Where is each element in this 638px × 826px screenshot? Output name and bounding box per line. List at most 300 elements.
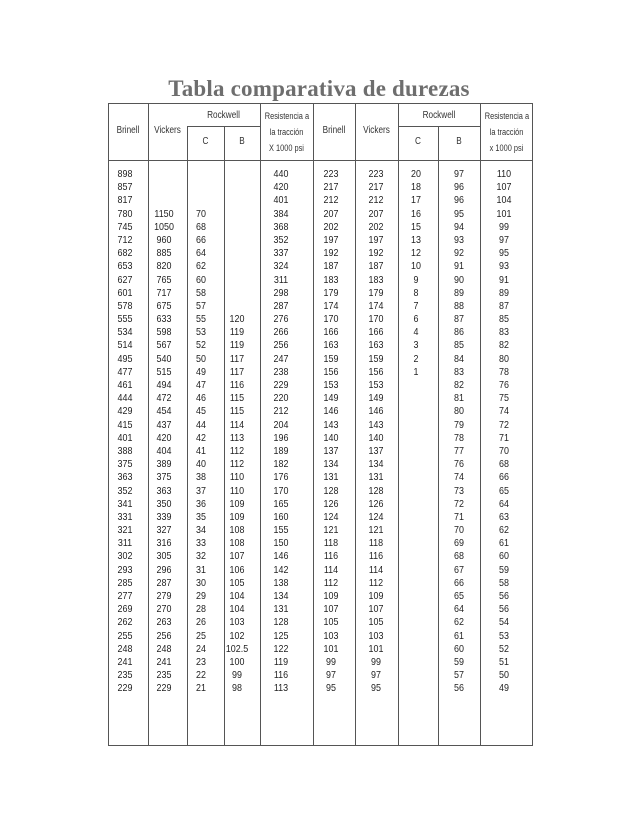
table-cell: 91 xyxy=(454,260,464,273)
table-cell: 350 xyxy=(156,497,172,510)
table-cell: 270 xyxy=(156,603,172,616)
table-cell: 1050 xyxy=(154,220,174,233)
table-cell: 125 xyxy=(273,629,289,642)
table-cell: 155 xyxy=(273,524,289,537)
table-cell: 266 xyxy=(273,326,289,339)
table-cell: 220 xyxy=(273,392,289,405)
table-cell: 24 xyxy=(196,642,206,655)
header-rockwell-c: C xyxy=(202,136,209,147)
table-cell: 207 xyxy=(323,207,339,220)
table-cell: 212 xyxy=(323,194,339,207)
column-rockwell-c-right xyxy=(396,168,436,696)
table-cell: 90 xyxy=(454,273,464,286)
table-cell: 352 xyxy=(117,484,133,497)
table-cell: 189 xyxy=(273,444,289,457)
table-cell: 112 xyxy=(323,576,339,589)
table-cell: 256 xyxy=(156,629,172,642)
table-cell: 29 xyxy=(196,590,206,602)
table-cell: 107 xyxy=(323,603,339,616)
table-cell: 112 xyxy=(229,444,245,457)
table-cell: 57 xyxy=(196,299,206,312)
table-cell: 36 xyxy=(196,497,206,510)
header-rockwell: Rockwell xyxy=(422,110,456,121)
table-cell: 207 xyxy=(368,207,384,220)
table-cell: 143 xyxy=(368,418,384,431)
table-cell: 567 xyxy=(156,339,172,352)
table-cell: 60 xyxy=(454,642,464,655)
table-cell xyxy=(399,630,433,643)
table-cell: 62 xyxy=(454,616,464,629)
table-cell: 58 xyxy=(196,286,206,299)
table-cell xyxy=(399,432,433,445)
header-rockwell: Rockwell xyxy=(207,110,240,121)
table-cell: 202 xyxy=(368,220,384,233)
table-cell: 352 xyxy=(273,233,289,246)
table-cell: 13 xyxy=(411,233,421,246)
table-cell: 339 xyxy=(156,510,172,523)
table-cell: 91 xyxy=(499,273,509,286)
table-cell: 540 xyxy=(156,352,172,365)
table-cell: 187 xyxy=(368,260,384,273)
table-cell xyxy=(220,221,254,234)
table-cell: 110 xyxy=(496,168,512,180)
column-brinell-left xyxy=(105,168,145,696)
table-cell: 420 xyxy=(273,181,289,194)
table-cell: 62 xyxy=(499,524,509,537)
table-cell: 494 xyxy=(156,379,172,391)
table-cell: 248 xyxy=(117,642,133,655)
table-cell xyxy=(399,392,433,405)
table-cell: 104 xyxy=(496,194,512,207)
table-cell: 97 xyxy=(371,669,381,682)
table-cell: 235 xyxy=(117,669,133,682)
table-cell: 780 xyxy=(117,207,133,220)
table-cell: 8 xyxy=(413,286,419,299)
table-cell xyxy=(399,419,433,432)
table-cell: 72 xyxy=(499,418,509,431)
table-cell: 52 xyxy=(196,339,206,352)
table-cell: 174 xyxy=(368,299,384,312)
table-cell xyxy=(147,194,181,207)
table-cell: 45 xyxy=(196,405,206,418)
table-cell: 107 xyxy=(496,181,512,194)
table-cell: 187 xyxy=(323,260,339,273)
table-cell: 229 xyxy=(117,682,133,695)
header-resistencia-line2: la tracción xyxy=(269,127,304,137)
table-cell xyxy=(184,168,218,181)
table-cell: 10 xyxy=(411,260,421,273)
table-cell xyxy=(399,379,433,392)
table-cell: 103 xyxy=(323,629,339,642)
table-cell: 174 xyxy=(323,299,339,312)
table-cell: 25 xyxy=(196,629,206,642)
table-cell: 99 xyxy=(371,655,381,668)
table-cell: 327 xyxy=(156,524,172,537)
table-cell: 627 xyxy=(117,273,133,286)
table-cell: 6 xyxy=(413,313,419,326)
table-cell: 35 xyxy=(196,510,206,523)
table-cell: 82 xyxy=(454,379,464,391)
table-cell: 70 xyxy=(454,524,464,537)
table-cell: 440 xyxy=(273,168,289,180)
table-cell: 22 xyxy=(196,669,206,682)
table-cell: 137 xyxy=(368,444,384,457)
table-cell: 477 xyxy=(117,365,133,378)
table-cell: 363 xyxy=(156,484,172,497)
table-cell: 170 xyxy=(273,484,289,497)
table-cell: 20 xyxy=(411,168,421,180)
table-cell: 682 xyxy=(117,247,133,260)
table-cell: 83 xyxy=(499,326,509,339)
table-cell: 601 xyxy=(117,286,133,299)
column-brinell-right xyxy=(311,168,351,696)
table-cell: 74 xyxy=(454,471,464,484)
table-cell: 61 xyxy=(454,629,464,642)
header-rockwell-b: B xyxy=(239,136,245,147)
table-cell xyxy=(399,537,433,550)
table-cell xyxy=(399,603,433,616)
table-cell: 311 xyxy=(117,537,133,550)
table-cell: 106 xyxy=(229,563,245,576)
table-cell: 122 xyxy=(273,642,289,655)
table-cell: 104 xyxy=(229,603,245,616)
table-cell: 238 xyxy=(273,365,289,378)
table-cell: 170 xyxy=(323,313,339,326)
table-cell: 74 xyxy=(499,405,509,418)
table-cell: 56 xyxy=(499,590,509,602)
table-cell: 89 xyxy=(499,286,509,299)
table-cell: 32 xyxy=(196,550,206,563)
table-cell: 116 xyxy=(273,669,289,682)
header-brinell: Brinell xyxy=(322,125,346,136)
table-cell: 57 xyxy=(454,669,464,682)
table-cell: 134 xyxy=(273,590,289,602)
table-cell: 18 xyxy=(411,181,421,194)
table-cell: 131 xyxy=(273,603,289,616)
table-cell: 58 xyxy=(499,576,509,589)
table-cell: 37 xyxy=(196,484,206,497)
table-cell: 166 xyxy=(368,326,384,339)
table-cell: 53 xyxy=(196,326,206,339)
column-rockwell-b-right xyxy=(439,168,479,696)
table-cell: 128 xyxy=(323,484,339,497)
table-cell xyxy=(399,590,433,603)
header-brinell: Brinell xyxy=(116,125,140,136)
table-cell: 73 xyxy=(454,484,464,497)
table-cell: 2 xyxy=(413,352,419,365)
table-cell: 70 xyxy=(499,444,509,457)
table-cell xyxy=(220,194,254,207)
table-cell: 675 xyxy=(156,299,172,312)
table-cell: 256 xyxy=(273,339,289,352)
table-cell: 279 xyxy=(156,590,172,602)
table-cell: 898 xyxy=(117,168,133,180)
table-cell: 150 xyxy=(273,537,289,550)
table-cell xyxy=(220,287,254,300)
table-cell: 49 xyxy=(196,365,206,378)
table-cell: 95 xyxy=(454,207,464,220)
table-cell: 15 xyxy=(411,220,421,233)
table-cell: 31 xyxy=(196,563,206,576)
table-cell: 331 xyxy=(117,510,133,523)
table-cell: 87 xyxy=(454,313,464,326)
table-cell: 159 xyxy=(323,352,339,365)
table-cell: 857 xyxy=(117,181,133,194)
table-cell: 66 xyxy=(454,576,464,589)
table-cell: 65 xyxy=(499,484,509,497)
page-title: Tabla comparativa de durezas xyxy=(168,76,470,101)
table-cell: 85 xyxy=(454,339,464,352)
table-cell: 54 xyxy=(499,616,509,629)
table-cell: 76 xyxy=(499,379,509,391)
table-cell: 429 xyxy=(117,405,133,418)
table-cell: 12 xyxy=(411,247,421,260)
table-cell: 96 xyxy=(454,194,464,207)
table-cell: 124 xyxy=(368,510,384,523)
table-cell: 99 xyxy=(232,669,242,682)
table-cell: 384 xyxy=(273,207,289,220)
table-cell: 321 xyxy=(117,524,133,537)
table-cell: 960 xyxy=(156,233,172,246)
table-cell: 61 xyxy=(499,537,509,550)
header-rockwell-c: C xyxy=(415,136,421,147)
table-cell: 311 xyxy=(273,273,289,286)
table-cell: 95 xyxy=(499,247,509,260)
table-cell: 109 xyxy=(368,590,384,602)
table-cell: 115 xyxy=(229,405,245,418)
table-cell: 140 xyxy=(323,431,339,444)
table-cell: 75 xyxy=(499,392,509,405)
table-cell: 114 xyxy=(229,418,245,431)
table-cell: 578 xyxy=(117,299,133,312)
table-cell xyxy=(399,485,433,498)
table-cell: 38 xyxy=(196,471,206,484)
table-cell: 514 xyxy=(117,339,133,352)
table-cell: 65 xyxy=(454,590,464,602)
table-cell: 223 xyxy=(323,168,339,180)
table-cell: 41 xyxy=(196,444,206,457)
header-resistencia-line2: la tracción xyxy=(489,127,524,137)
table-cell: 99 xyxy=(499,220,509,233)
table-cell: 69 xyxy=(454,537,464,550)
table-cell: 119 xyxy=(229,326,245,339)
table-cell: 401 xyxy=(117,431,133,444)
table-cell: 107 xyxy=(368,603,384,616)
table-cell: 241 xyxy=(117,655,133,668)
header-resistencia-line3: X 1000 psi xyxy=(269,143,304,153)
table-cell: 153 xyxy=(368,379,384,391)
table-cell: 298 xyxy=(273,286,289,299)
table-cell: 555 xyxy=(117,313,133,326)
table-cell: 131 xyxy=(323,471,339,484)
table-cell: 217 xyxy=(323,181,339,194)
table-cell: 131 xyxy=(368,471,384,484)
table-cell: 59 xyxy=(499,563,509,576)
table-cell: 166 xyxy=(323,326,339,339)
table-cell: 126 xyxy=(368,497,384,510)
table-cell: 108 xyxy=(229,537,245,550)
table-cell: 293 xyxy=(117,563,133,576)
table-cell: 109 xyxy=(229,510,245,523)
table-cell: 159 xyxy=(368,352,384,365)
table-cell: 165 xyxy=(273,497,289,510)
table-cell: 134 xyxy=(368,458,384,471)
table-cell: 437 xyxy=(156,418,172,431)
table-cell: 248 xyxy=(156,642,172,655)
table-cell: 49 xyxy=(499,682,509,695)
table-cell: 495 xyxy=(117,352,133,365)
table-cell: 183 xyxy=(368,273,384,286)
table-cell: 112 xyxy=(368,576,384,589)
table-cell xyxy=(220,260,254,273)
table-cell: 461 xyxy=(117,379,133,391)
table-cell: 68 xyxy=(454,550,464,563)
table-cell: 40 xyxy=(196,458,206,471)
table-cell: 128 xyxy=(368,484,384,497)
table-cell: 119 xyxy=(229,339,245,352)
table-cell: 83 xyxy=(454,365,464,378)
table-cell: 47 xyxy=(196,379,206,391)
table-cell xyxy=(399,498,433,511)
table-cell: 140 xyxy=(368,431,384,444)
table-cell: 192 xyxy=(368,247,384,260)
table-cell xyxy=(220,208,254,221)
table-cell: 183 xyxy=(323,273,339,286)
table-cell xyxy=(399,511,433,524)
column-rockwell-c-left xyxy=(181,168,221,696)
table-cell: 472 xyxy=(156,392,172,405)
table-cell: 70 xyxy=(196,207,206,220)
table-cell xyxy=(399,445,433,458)
table-cell: 137 xyxy=(323,444,339,457)
table-cell: 117 xyxy=(229,352,245,365)
table-cell: 375 xyxy=(117,458,133,471)
table-cell: 170 xyxy=(368,313,384,326)
table-cell: 534 xyxy=(117,326,133,339)
table-cell: 146 xyxy=(323,405,339,418)
table-cell: 128 xyxy=(273,616,289,629)
table-cell xyxy=(147,168,181,181)
table-cell: 124 xyxy=(323,510,339,523)
table-cell: 4 xyxy=(413,326,419,339)
table-cell: 149 xyxy=(368,392,384,405)
header-resistencia-line1: Resistencia a xyxy=(264,111,310,121)
table-cell: 50 xyxy=(196,352,206,365)
table-cell: 156 xyxy=(323,365,339,378)
table-cell: 102.5 xyxy=(225,642,249,655)
table-cell: 287 xyxy=(156,576,172,589)
table-cell: 102 xyxy=(229,629,245,642)
table-cell: 146 xyxy=(368,405,384,418)
column-vickers-right xyxy=(356,168,396,696)
table-cell: 46 xyxy=(196,392,206,405)
table-cell: 60 xyxy=(499,550,509,563)
table-cell: 262 xyxy=(117,616,133,629)
table-cell: 229 xyxy=(273,379,289,391)
table-cell: 56 xyxy=(499,603,509,616)
table-cell: 78 xyxy=(499,365,509,378)
column-resistencia-right xyxy=(484,168,524,696)
table-cell: 101 xyxy=(368,642,384,655)
table-cell: 116 xyxy=(229,379,245,391)
table-cell: 97 xyxy=(499,233,509,246)
table-cell: 212 xyxy=(273,405,289,418)
table-cell: 324 xyxy=(273,260,289,273)
table-cell xyxy=(399,458,433,471)
table-cell: 241 xyxy=(156,655,172,668)
table-cell xyxy=(399,524,433,537)
table-cell: 217 xyxy=(368,181,384,194)
table-cell: 9 xyxy=(413,273,419,286)
table-cell: 23 xyxy=(196,655,206,668)
table-cell: 163 xyxy=(368,339,384,352)
table-cell: 108 xyxy=(229,524,245,537)
table-cell: 276 xyxy=(273,313,289,326)
rockwell-divider xyxy=(398,126,480,127)
table-cell: 30 xyxy=(196,576,206,589)
table-cell: 77 xyxy=(454,444,464,457)
table-cell: 95 xyxy=(326,682,336,695)
table-cell: 197 xyxy=(368,233,384,246)
table-cell: 44 xyxy=(196,418,206,431)
table-cell: 28 xyxy=(196,603,206,616)
table-cell: 107 xyxy=(229,550,245,563)
table-cell: 101 xyxy=(496,207,512,220)
table-cell: 1 xyxy=(413,365,419,378)
table-cell: 50 xyxy=(499,669,509,682)
table-cell: 114 xyxy=(323,563,339,576)
table-cell: 64 xyxy=(454,603,464,616)
table-cell: 515 xyxy=(156,365,172,378)
table-cell: 103 xyxy=(368,629,384,642)
table-cell: 146 xyxy=(273,550,289,563)
table-cell: 182 xyxy=(273,458,289,471)
table-cell: 202 xyxy=(323,220,339,233)
table-cell: 67 xyxy=(454,563,464,576)
table-cell xyxy=(220,168,254,181)
table-cell: 86 xyxy=(454,326,464,339)
table-cell: 415 xyxy=(117,418,133,431)
table-cell: 85 xyxy=(499,313,509,326)
table-cell: 176 xyxy=(273,471,289,484)
table-cell: 59 xyxy=(454,655,464,668)
header-vickers: Vickers xyxy=(363,125,390,136)
table-cell: 153 xyxy=(323,379,339,391)
table-cell: 388 xyxy=(117,444,133,457)
table-cell: 454 xyxy=(156,405,172,418)
table-cell: 192 xyxy=(323,247,339,260)
table-cell: 62 xyxy=(196,260,206,273)
table-cell: 52 xyxy=(499,642,509,655)
table-cell xyxy=(399,471,433,484)
table-cell: 598 xyxy=(156,326,172,339)
table-cell: 305 xyxy=(156,550,172,563)
table-cell: 53 xyxy=(499,629,509,642)
table-cell: 95 xyxy=(371,682,381,695)
table-cell: 247 xyxy=(273,352,289,365)
table-cell: 105 xyxy=(323,616,339,629)
table-cell: 444 xyxy=(117,392,133,405)
table-cell: 817 xyxy=(117,194,133,207)
table-cell: 63 xyxy=(499,510,509,523)
table-cell: 66 xyxy=(196,233,206,246)
table-cell: 389 xyxy=(156,458,172,471)
table-cell xyxy=(399,669,433,682)
header-vickers: Vickers xyxy=(154,125,181,136)
table-cell: 68 xyxy=(196,220,206,233)
table-cell: 179 xyxy=(323,286,339,299)
table-cell: 110 xyxy=(229,484,245,497)
